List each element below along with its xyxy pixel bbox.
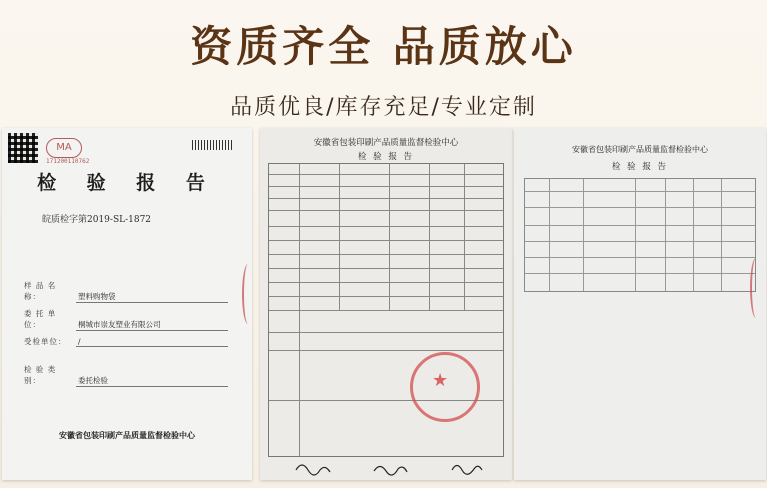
field-label: 委 托 单 位： <box>24 309 57 329</box>
results-table <box>524 178 756 292</box>
seam-stamp-icon <box>750 258 762 318</box>
inspection-report-results <box>514 128 766 480</box>
field-label: 检 验 类 别： <box>24 365 57 385</box>
field-label: 受检单位： <box>24 337 67 346</box>
qr-code-icon <box>8 133 38 163</box>
issuer-name: 安徽省包装印刷产品质量监督检验中心 <box>59 430 195 440</box>
field-value: 桐城市崇友塑业有限公司 <box>76 319 228 331</box>
sample-name-row <box>24 280 228 303</box>
ma-code: 171200110762 <box>46 158 90 165</box>
report-title: 检 验 报 告 <box>357 152 415 162</box>
barcode-icon <box>192 140 232 150</box>
field-value: / <box>76 337 228 347</box>
inspection-report-detail <box>260 128 512 480</box>
report-number: 皖质检字第2019-SL-1872 <box>42 215 152 225</box>
report-header: 安徽省包装印刷产品质量监督检验中心 <box>313 138 459 148</box>
field-value: 塑料购物袋 <box>76 291 228 303</box>
client-row <box>24 308 228 331</box>
banner-headline: 资质齐全 品质放心 <box>190 22 577 71</box>
report-table <box>268 163 504 457</box>
inspection-type-row <box>24 364 228 387</box>
report-title: 检 验 报 告 <box>611 162 669 172</box>
inspected-unit-row <box>24 336 228 347</box>
field-value: 委托检验 <box>76 375 228 387</box>
report-header: 安徽省包装印刷产品质量监督检验中心 <box>572 145 708 154</box>
inspection-report-cover <box>2 128 252 480</box>
ma-logo-icon: MA <box>46 138 82 158</box>
signature-icon <box>274 458 500 478</box>
field-label: 样 品 名 称： <box>24 281 57 301</box>
report-title: 检 验 报 告 <box>37 172 217 194</box>
seam-stamp-icon <box>242 264 252 324</box>
banner-subline: 品质优良/库存充足/专业定制 <box>230 95 537 120</box>
star-icon: ★ <box>432 370 449 391</box>
